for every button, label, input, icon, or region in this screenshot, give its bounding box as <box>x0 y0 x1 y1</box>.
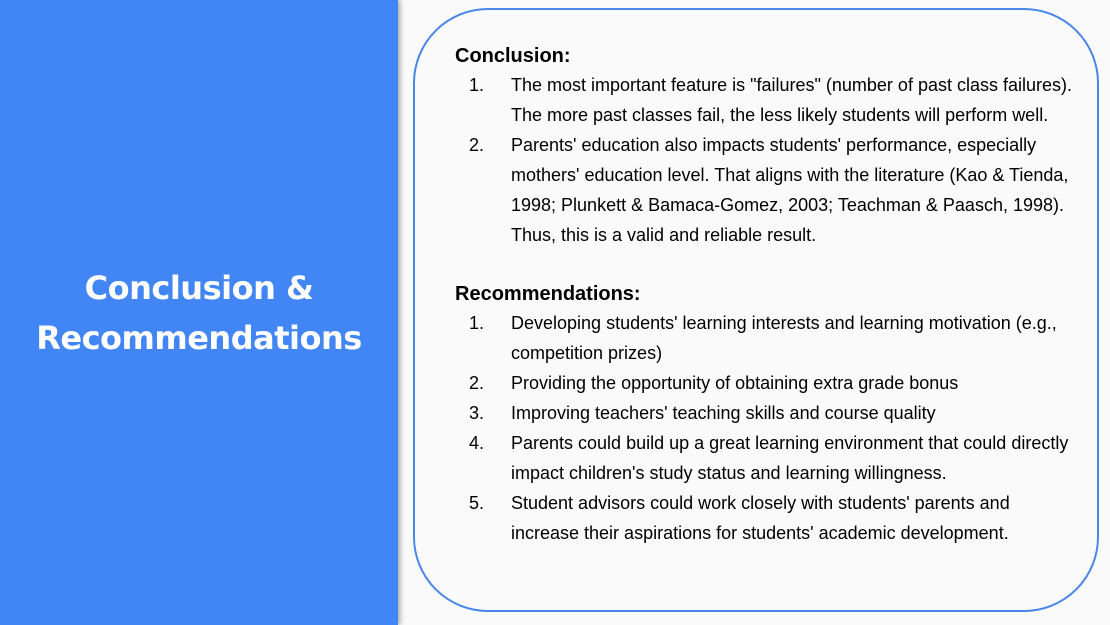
conclusion-heading: Conclusion: <box>455 45 571 67</box>
conclusion-list <box>455 70 1075 250</box>
list-item: 2. Providing the opportunity of obtaining extra grade bonus <box>469 373 959 393</box>
slide-title: Conclusion & Recommendations <box>36 268 362 357</box>
list-item: 5. Student advisors could work closely with students' parents and increase their aspirations for students' academic development. <box>469 493 1010 543</box>
list-item: 2. Parents' education also impacts students' performance, especially mothers' education level. That aligns with the literature (Kao & Tienda, 1998; Plunkett & Bamaca-Gomez, 2003; Teachman & Paasch, 1998). Thus, this is a valid and reliable result. <box>469 135 1069 245</box>
title-panel <box>0 0 398 625</box>
recommendations-heading: Recommendations: <box>455 283 641 305</box>
list-item: 1. The most important feature is "failures" (number of past class failures). The more past classes fail, the less likely students will perform well. <box>469 75 1072 125</box>
list-item: 1. Developing students' learning interests and learning motivation (e.g., competition prizes) <box>469 313 1057 363</box>
recommendations-list <box>455 308 1075 548</box>
content <box>455 42 1075 548</box>
list-item: 3. Improving teachers' teaching skills and course quality <box>469 403 936 423</box>
list-item: 4. Parents could build up a great learning environment that could directly impact children's study status and learning willingness. <box>469 433 1069 483</box>
